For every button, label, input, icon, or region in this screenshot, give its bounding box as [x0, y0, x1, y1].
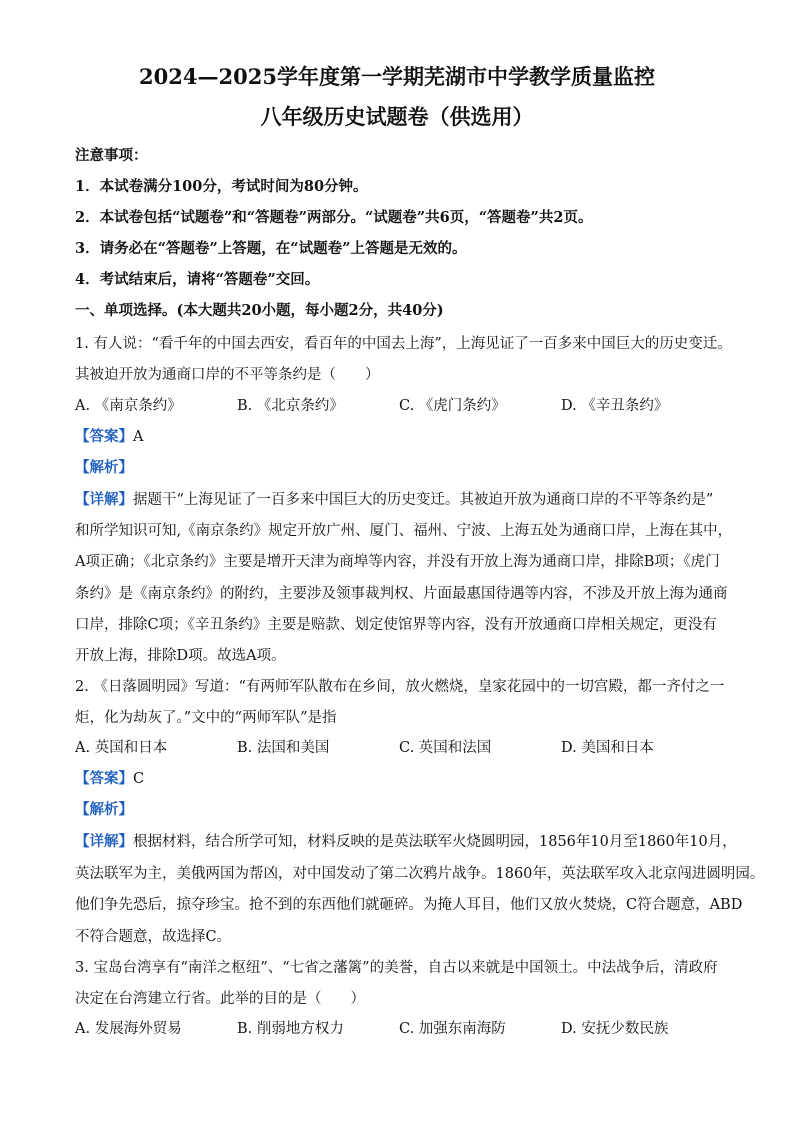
question-1-option-a: A. 《南京条约》: [75, 398, 182, 414]
answer-label: 【答案】: [75, 428, 133, 445]
question-2-analysis-label: [75, 800, 133, 820]
question-2-stem: 炬，化为劫灰了。”文中的“两师军队”是指: [75, 710, 337, 726]
question-3-option-d: D. 安抚少数民族: [561, 1021, 669, 1037]
question-1-detail: [75, 490, 713, 510]
question-2-answer: [75, 769, 144, 789]
answer-value: C: [133, 771, 145, 787]
question-3-stem: 3. 宝岛台湾享有“南洋之枢纽”、“七省之藩篱”的美誉，自古以来就是中国领土。中法战争后，清政府: [75, 960, 718, 976]
note-item: 2．本试卷包括“试题卷”和“答题卷”两部分。“试题卷”共6页，“答题卷”共2页。: [75, 209, 593, 226]
question-2-stem: 2. 《日落圆明园》写道：“有两师军队散布在乡间，放火燃烧，皇家花园中的一切宫殿，都一齐付之一: [75, 679, 725, 695]
question-2-option-a: A. 英国和日本: [75, 740, 168, 756]
exam-subtitle: 八年级历史试题卷（供选用）: [260, 104, 534, 129]
question-2-detail: 英法联军为主，美俄两国为帮凶，对中国发动了第二次鸦片战争。1860年，英法联军攻入北京闯进圆明园。: [75, 866, 765, 882]
question-1-detail: 口岸，排除C项；《辛丑条约》主要是赔款、划定使馆界等内容，没有开放通商口岸相关规定，更没有: [75, 617, 717, 633]
question-2-detail: [75, 832, 737, 852]
section-heading: 一、单项选择。(本大题共20小题，每小题2分，共40分): [75, 302, 444, 319]
detail-text: 据题干“上海见证了一百多来中国巨大的历史变迁。其被迫开放为通商口岸的不平等条约是”: [133, 492, 714, 508]
detail-label: 【详解】: [75, 491, 133, 508]
question-3-option-b: B. 削弱地方权力: [237, 1021, 344, 1037]
exam-title: 2024—2025学年度第一学期芜湖市中学教学质量监控: [139, 64, 655, 89]
question-3-stem: 决定在台湾建立行省。此举的目的是（ ）: [75, 991, 365, 1007]
question-3-option-c: C. 加强东南海防: [399, 1021, 506, 1037]
notes-heading: 注意事项：: [75, 147, 148, 164]
note-item: 1．本试卷满分100分，考试时间为80分钟。: [75, 178, 368, 195]
detail-text: 根据材料，结合所学可知，材料反映的是英法联军火烧圆明园，1856年10月至1860年10月，: [133, 834, 737, 850]
question-1-answer: [75, 427, 143, 447]
question-1-option-b: B. 《北京条约》: [237, 398, 344, 414]
analysis-label: 【解析】: [75, 801, 133, 818]
question-3-option-a: A. 发展海外贸易: [75, 1021, 182, 1037]
note-item: 3．请务必在“答题卷”上答题，在“试题卷”上答题是无效的。: [75, 240, 467, 257]
detail-label: 【详解】: [75, 833, 133, 850]
question-1-stem: 其被迫开放为通商口岸的不平等条约是（ ）: [75, 367, 380, 383]
question-2-option-d: D. 美国和日本: [561, 740, 654, 756]
question-1-option-d: D. 《辛丑条约》: [561, 398, 669, 414]
question-1-analysis-label: [75, 458, 133, 478]
question-1-detail: 和所学知识可知,《南京条约》规定开放广州、厦门、福州、宁波、上海五处为通商口岸，上海在其中，: [75, 523, 733, 539]
question-1-detail: 开放上海，排除D项。故选A项。: [75, 648, 286, 664]
question-2-detail: 不符合题意，故选择C。: [75, 929, 232, 945]
question-1-stem: 1. 有人说：“看千年的中国去西安，看百年的中国去上海”，上海见证了一百多来中国巨大的历史变迁。: [75, 336, 732, 352]
question-1-detail: 条约》是《南京条约》的附约，主要涉及领事裁判权、片面最惠国待遇等内容，不涉及开放上海为通商: [75, 586, 728, 602]
question-2-option-b: B. 法国和美国: [237, 740, 330, 756]
question-2-detail: 他们争先恐后，掠夺珍宝。抢不到的东西他们就砸碎。为掩人耳目，他们又放火焚烧，C符合题意，ABD: [75, 897, 743, 913]
answer-label: 【答案】: [75, 770, 133, 787]
answer-value: A: [133, 429, 144, 445]
analysis-label: 【解析】: [75, 459, 133, 476]
question-1-detail: A项正确；《北京条约》主要是增开天津为商埠等内容，并没有开放上海为通商口岸，排除B项；《虎门: [75, 554, 720, 570]
note-item: 4．考试结束后，请将“答题卷”交回。: [75, 271, 320, 288]
question-1-option-c: C. 《虎门条约》: [399, 398, 506, 414]
question-2-option-c: C. 英国和法国: [399, 740, 492, 756]
